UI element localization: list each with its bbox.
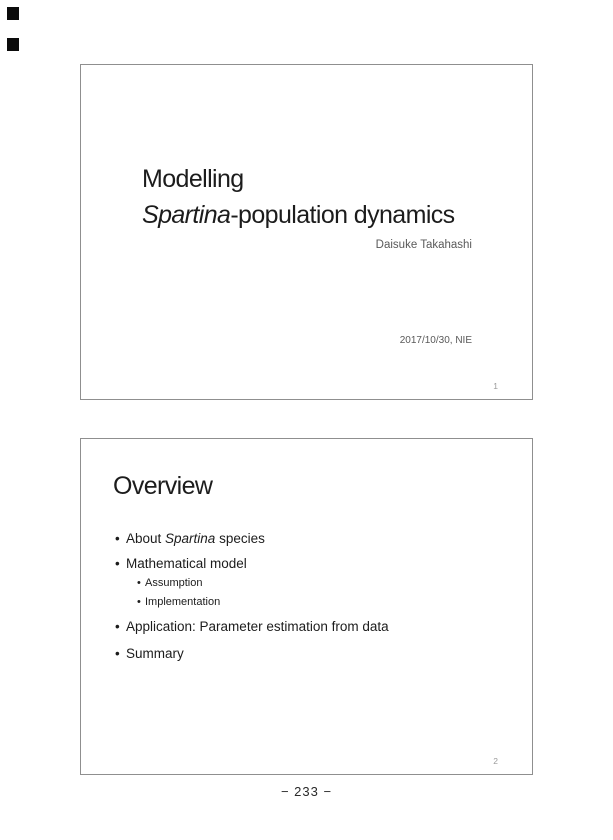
slide-number-2: 2: [493, 756, 498, 766]
bullet-about-post: species: [215, 531, 265, 546]
overview-bullet-list: [115, 527, 520, 662]
bullet-species-name: Spartina: [165, 531, 216, 546]
author-name: Daisuke Takahashi: [375, 239, 472, 251]
slide-number-1: 1: [493, 381, 498, 391]
bullet-about-pre: About: [126, 531, 166, 546]
presentation-date: 2017/10/30, NIE: [399, 335, 472, 346]
page-number: − 233 −: [280, 784, 333, 799]
deck-title-line-1: Modelling: [142, 165, 244, 193]
scan-mark-top: [7, 7, 19, 20]
deck-title: [142, 161, 455, 233]
slide-title-slide: [80, 64, 533, 400]
slide-overview: [80, 438, 533, 775]
bullet-summary: • Summary: [115, 645, 520, 662]
bullet-about-spartina-species: [115, 530, 520, 547]
overview-title: Overview: [113, 472, 213, 500]
bullet-application-parameter-estimation: • Application: Parameter estimation from data: [115, 618, 520, 635]
scan-mark-bottom: [7, 38, 19, 51]
bullet-implementation: • Implementation: [115, 595, 520, 609]
deck-title-line-2: [142, 197, 455, 233]
deck-title-line-2-rest: -population dynamics: [230, 201, 455, 229]
bullet-assumption: • Assumption: [115, 576, 520, 590]
bullet-mathematical-model: • Mathematical model: [115, 555, 520, 572]
deck-title-species-name: Spartina: [142, 201, 231, 229]
